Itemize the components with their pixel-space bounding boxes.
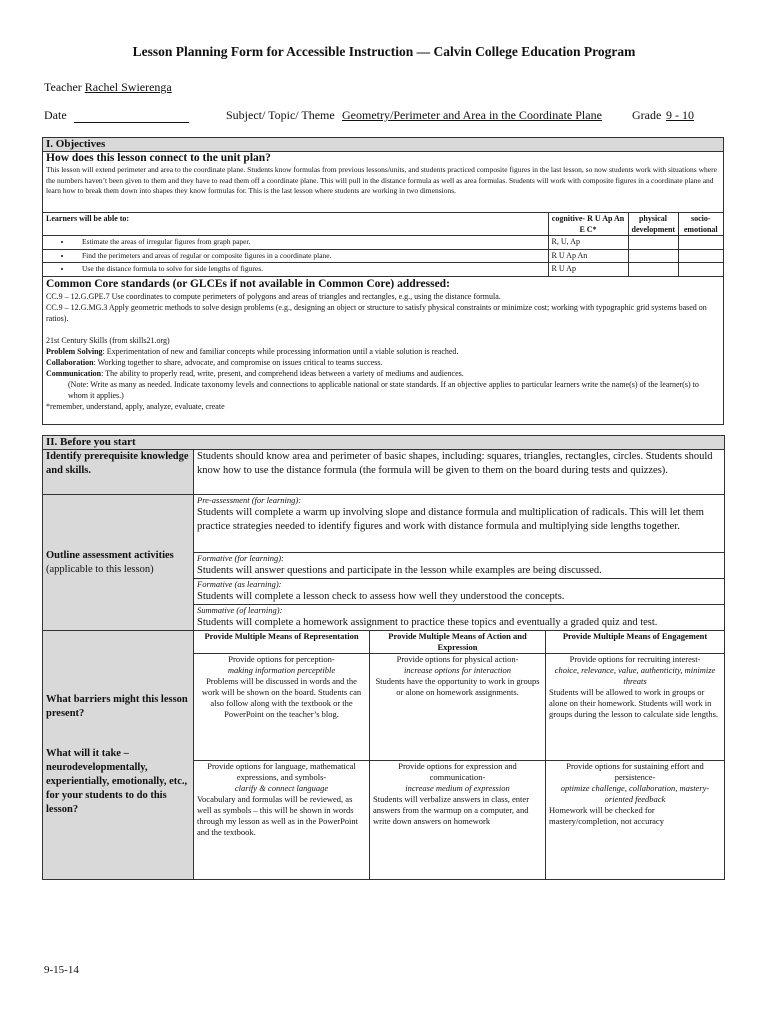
date-label: Date xyxy=(44,108,67,122)
footer-date: 9-15-14 xyxy=(44,964,79,976)
skill-item: Collaboration: Working together to share, advocate, and compromise on issues critical to teams success. xyxy=(46,357,383,367)
prereq-text: Students should know area and perimeter of basic shapes, including: squares, triangles, rectangles, circles. Students should know how to use the distance formula (the formula will be given to them on the board during tests and quizzes). xyxy=(194,450,725,495)
learner-item: • Estimate the areas of irregular figures from graph paper. xyxy=(43,236,548,250)
udl-action-physical: Provide options for physical action- increase options for interaction Students have the opportunity to work in groups or alone on homework assignments. xyxy=(370,654,546,761)
udl-representation-language: Provide options for language, mathematical expressions, and symbols- clarify & connect language Vocabulary and formulas will be reviewed, as well as symbols – this will be shown in words through my lesson as well as in the PowerPoint and the textbook. xyxy=(194,761,370,880)
learner-physical xyxy=(628,236,678,250)
before-section-title: II. Before you start xyxy=(43,436,725,450)
connect-text: This lesson will extend perimeter and area to the coordinate plane. Students know formulas from previous lessons/units, and students practiced composite figures in the last lesson, so now students work with situations where the numbers haven’t been given to them and they have to read them off a coordinate plane. This will pull in the distance formula as well as area formulas. Students will work with composite figures in a coordinate plane and learn how to break them down into shapes they know formulas for. This is the last lesson where students are working in two dimensions. xyxy=(46,165,717,195)
teacher-name: Rachel Swierenga xyxy=(84,80,172,94)
learner-physical xyxy=(628,263,678,276)
teacher-label: Teacher xyxy=(44,80,82,94)
learner-cognitive: R, U, Ap xyxy=(548,236,628,250)
barriers-question: What barriers might this lesson present? xyxy=(46,694,188,719)
grade-value: 9 - 10 xyxy=(666,108,694,122)
learner-socio xyxy=(678,263,723,276)
learner-physical xyxy=(628,249,678,263)
subject-value: Geometry/Perimeter and Area in the Coordinate Plane xyxy=(342,108,602,122)
domain-header-socio: socio-emotional xyxy=(678,213,723,236)
udl-header-action: Provide Multiple Means of Action and Expression xyxy=(370,631,546,654)
udl-action-expression: Provide options for expression and communication- increase medium of expression Students will verbalize answers in class, enter answers from the warmup on a computer, and write down answers on homework xyxy=(370,761,546,880)
skill-item: Problem Solving: Experimentation of new and familiar concepts while processing information until a viable solution is reached. xyxy=(46,346,459,356)
learners-title: Learners will be able to: xyxy=(43,213,548,236)
note-text: (Note: Write as many as needed. Indicate taxonomy levels and connections to applicable national or state standards. If an objective applies to particular learners write the name(s) of the learner(s) to whom it applies.) xyxy=(68,379,699,400)
barriers-label-cell xyxy=(43,631,194,880)
assessment-formative-for: Formative (for learning): Students will answer questions and participate in the lesson while examples are being discussed. xyxy=(194,553,725,579)
needs-question: What will it take – neurodevelopmentally, experientially, emotionally, etc., for your students to do this lesson? xyxy=(46,748,188,815)
prereq-label: Identify prerequisite knowledge and skills. xyxy=(43,450,194,495)
assessment-formative-as: Formative (as learning): Students will complete a lesson check to assess how well they understood the concepts. xyxy=(194,579,725,605)
assess-label-cell xyxy=(43,495,194,631)
document-title: Lesson Planning Form for Accessible Instruction — Calvin College Education Program xyxy=(132,44,636,59)
assessment-summative: Summative (of learning): Students will complete a homework assignment to practice these topics and eventually a graded quiz and test. xyxy=(194,605,725,631)
standard-item: CC.9 – 12.G.MG.3 Apply geometric methods to solve design problems (e.g., designing an object or structure to satisfy physical constraints or minimize cost; working with typographic grid systems based on ratios). xyxy=(46,302,707,323)
connect-question: How does this lesson connect to the unit plan? xyxy=(46,152,271,164)
udl-representation-perception: Provide options for perception- making information perceptible Problems will be discussed in words and the work will be shown on the board. Students can also follow along with the textbook or the PowerPoint on the teacher’s blog. xyxy=(194,654,370,761)
objectives-table xyxy=(42,137,724,425)
objectives-section-title: I. Objectives xyxy=(43,138,724,152)
date-field xyxy=(74,108,189,123)
learner-socio xyxy=(678,236,723,250)
grade-label: Grade xyxy=(632,108,662,122)
learner-socio xyxy=(678,249,723,263)
standard-item: CC.9 – 12.G.GPE.7 Use coordinates to compute perimeters of polygons and areas of triangles and rectangles, e.g., using the distance formula. xyxy=(46,291,501,301)
skill-item: Communication: The ability to properly read, write, present, and comprehend ideas between a variety of mediums and audiences. xyxy=(46,368,464,378)
learner-item: • Use the distance formula to solve for side lengths of figures. xyxy=(43,263,548,276)
learner-item: • Find the perimeters and areas of regular or composite figures in a coordinate plane. xyxy=(43,249,548,263)
assessment-pre: Pre-assessment (for learning): Students will complete a warm up involving slope and distance formula and multiplication of radicals. This will let them practice strategies needed to identify figures and work with distance formula and multiplying side lengths together. xyxy=(194,495,725,553)
udl-engagement-interest: Provide options for recruiting interest- choice, relevance, value, authenticity, minimize threats Students will be allowed to work in groups or alone on their homework. Students will work in groups during the lesson to calculate side lengths. xyxy=(546,654,725,761)
domain-header-cognitive: cognitive- R U Ap An E C* xyxy=(548,213,628,236)
assess-label: Outline assessment activities xyxy=(46,549,174,561)
skills-title: 21st Century Skills (from skills21.org) xyxy=(46,335,170,345)
learners-table xyxy=(43,213,723,276)
before-you-start-table xyxy=(42,435,725,880)
udl-engagement-effort: Provide options for sustaining effort and persistence- optimize challenge, collaboration, mastery-oriented feedback Homework will be checked for mastery/completion, not accuracy xyxy=(546,761,725,880)
standards-title: Common Core standards (or GLCEs if not available in Common Core) addressed: xyxy=(46,277,450,290)
taxonomy-footnote: *remember, understand, apply, analyze, evaluate, create xyxy=(46,401,225,411)
learner-cognitive: R U Ap An xyxy=(548,249,628,263)
udl-header-representation: Provide Multiple Means of Representation xyxy=(194,631,370,654)
teacher-line xyxy=(44,80,172,95)
subject-label: Subject/ Topic/ Theme xyxy=(226,108,335,122)
assess-sub: (applicable to this lesson) xyxy=(46,563,154,575)
learner-cognitive: R U Ap xyxy=(548,263,628,276)
domain-header-physical: physical development xyxy=(628,213,678,236)
udl-header-engagement: Provide Multiple Means of Engagement xyxy=(546,631,725,654)
